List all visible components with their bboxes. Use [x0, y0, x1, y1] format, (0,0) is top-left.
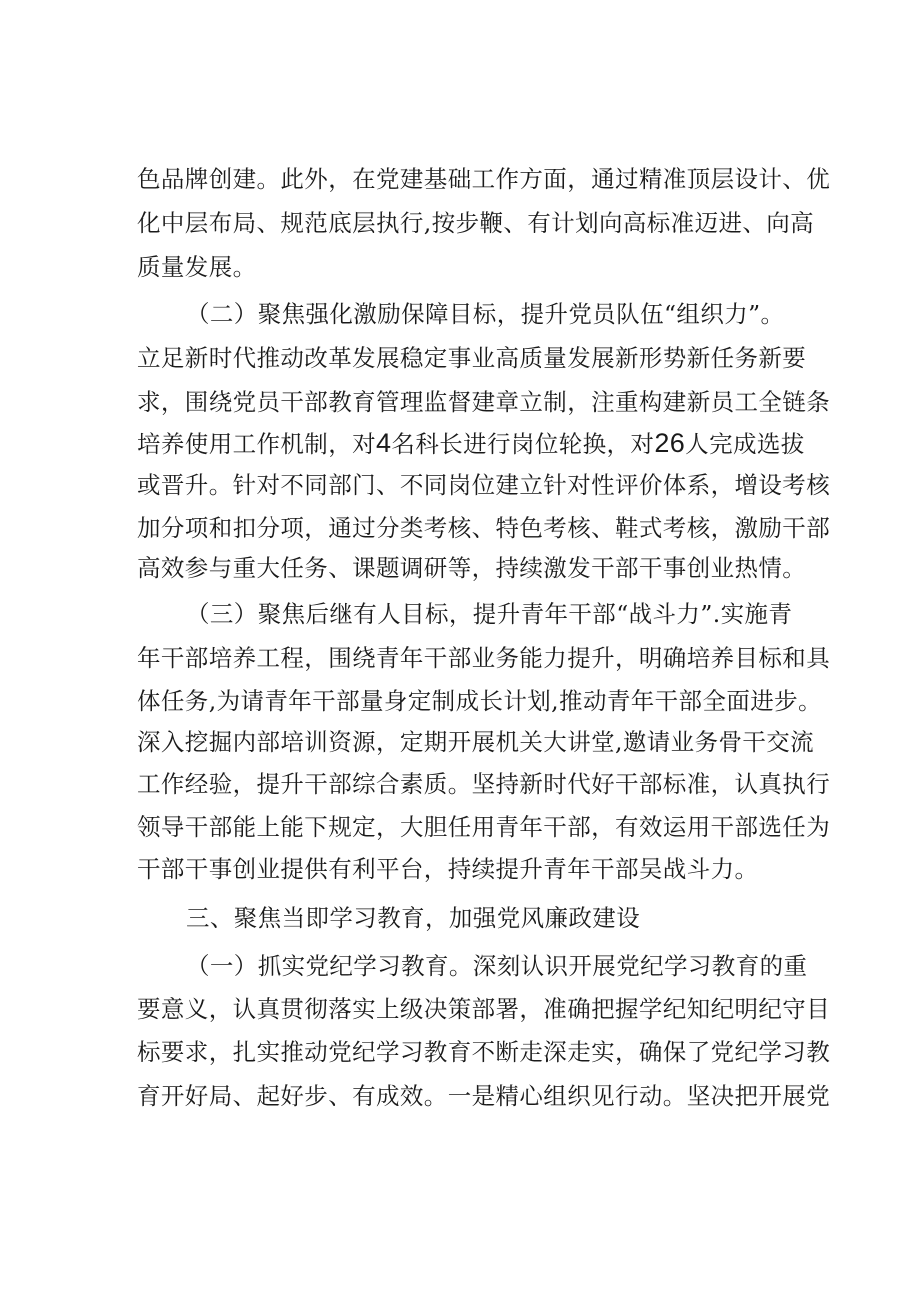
body-text-line: 领导干部能上能下规定，大胆任用青年干部，有效运用干部选任为 [137, 813, 831, 841]
text-segment: 名科长进行岗位轮换，对 [391, 430, 655, 458]
body-text-line: 育开好局、起好步、有成效。一是精心组织见行动。坚决把开展党 [137, 1082, 831, 1110]
section-heading-2: （二）聚焦强化激励保障目标，提升党员队伍“组织力”。 [186, 300, 785, 328]
body-text-line: 或晋升。针对不同部门、不同岗位建立针对性评价体系，增设考核 [137, 471, 831, 499]
body-text-line: 要意义，认真贯彻落实上级决策部署，准确把握学纪知纪明纪守目 [137, 995, 831, 1023]
number-value: 26 [654, 428, 686, 458]
section-heading-3: （三）聚焦后继有人目标，提升青年干部“战斗力”.实施青 [186, 600, 793, 628]
number-value: 4 [376, 428, 392, 458]
body-text-line: 干部干事创业提供有利平台，持续提升青年干部吴战斗力。 [137, 855, 759, 883]
body-text-line: 色品牌创建。此外，在党建基础工作方面，通过精准顶层设计、优 [137, 165, 831, 193]
text-segment: 人完成选拔 [685, 430, 805, 458]
body-text-line: 高效参与重大任务、课题调研等，持续激发干部干事创业热情。 [137, 554, 807, 582]
body-text-line: 标要求，扎实推动党纪学习教育不断走深走实，确保了党纪学习教 [137, 1038, 831, 1066]
body-text-line: 深入挖掘内部培训资源，定期开展机关大讲堂,邀请业务骨干交流 [137, 728, 815, 756]
section-heading-1: （一）抓实党纪学习教育。深刻认识开展党纪学习教育的重 [186, 952, 808, 980]
body-text-line: 立足新时代推动改革发展稳定事业高质量发展新形势新任务新要 [137, 344, 807, 372]
body-text-line: 加分项和扣分项，通过分类考核、特色考核、鞋式考核，激励干部 [137, 514, 831, 542]
body-text-line: 化中层布局、规范底层执行,按步鞭、有计划向高标准迈进、向高 [137, 209, 815, 237]
chapter-heading: 三、聚焦当即学习教育，加强党风廉政建设 [186, 904, 641, 932]
body-text-line: 工作经验，提升干部综合素质。坚持新时代好干部标准，认真执行 [137, 770, 831, 798]
body-text-line: 求，围绕党员干部教育管理监督建章立制，注重构建新员工全链条 [137, 388, 831, 416]
body-text-line-with-numbers [137, 423, 805, 463]
body-text-line: 年干部培养工程，围绕青年干部业务能力提升，明确培养目标和具 [137, 644, 831, 672]
body-text-line: 体任务,为请青年干部量身定制成长计划,推动青年干部全面进步。 [137, 687, 822, 715]
text-segment: 培养使用工作机制，对 [137, 430, 376, 458]
body-text-line: 质量发展。 [137, 253, 257, 281]
